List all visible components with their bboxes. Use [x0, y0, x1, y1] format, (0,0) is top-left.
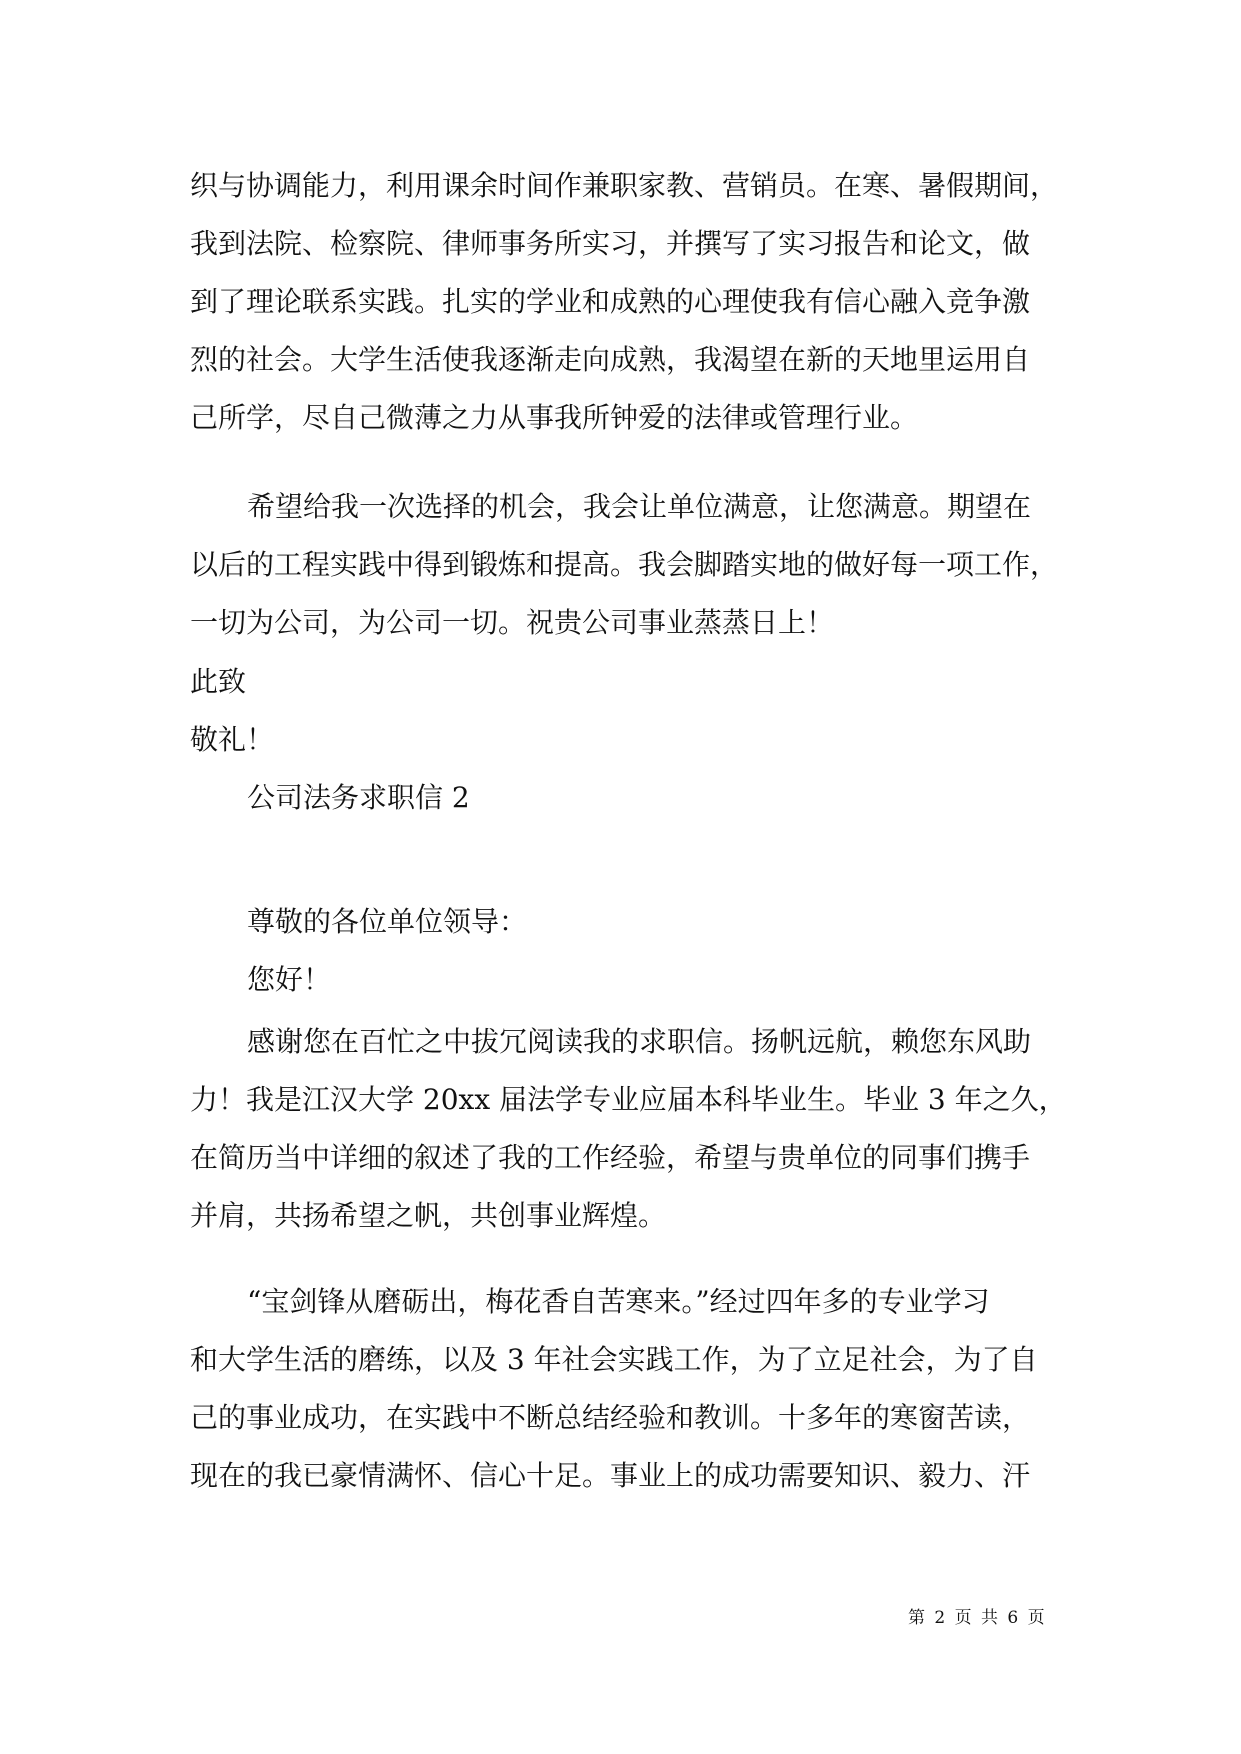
paragraph-line: 力！我是江汉大学 20xx 届法学专业应届本科毕业生。毕业 3 年之久，: [190, 1083, 1067, 1116]
paragraph-line: 织与协调能力，利用课余时间作兼职家教、营销员。在寒、暑假期间，: [190, 169, 1059, 202]
closing-salutation: 敬礼！: [190, 723, 275, 756]
paragraph-line: 到了理论联系实践。扎实的学业和成熟的心理使我有信心融入竞争激: [190, 285, 1031, 318]
paragraph-line: “宝剑锋从磨砺出，梅花香自苦寒来。”经过四年多的专业学习: [247, 1285, 990, 1318]
paragraph-line: 我到法院、检察院、律师事务所实习，并撰写了实习报告和论文，做: [190, 227, 1031, 260]
paragraph-line: 并肩，共扬希望之帆，共创事业辉煌。: [190, 1199, 667, 1232]
paragraph-line: 希望给我一次选择的机会，我会让单位满意，让您满意。期望在: [247, 490, 1032, 523]
page-number: 第 2 页 共 6 页: [908, 1608, 1047, 1628]
greeting-line: 您好！: [247, 963, 332, 996]
paragraph-line: 在简历当中详细的叙述了我的工作经验，希望与贵单位的同事们携手: [190, 1141, 1031, 1174]
paragraph-line: 己的事业成功，在实践中不断总结经验和教训。十多年的寒窗苦读，: [190, 1401, 1031, 1434]
greeting-line: 尊敬的各位单位领导：: [247, 905, 528, 938]
paragraph-line: 一切为公司，为公司一切。祝贵公司事业蒸蒸日上！: [190, 606, 835, 639]
closing-line: 此致: [190, 665, 247, 698]
section-heading: 公司法务求职信 2: [247, 781, 470, 814]
paragraph-line: 和大学生活的磨练，以及 3 年社会实践工作，为了立足社会，为了自: [190, 1343, 1038, 1376]
paragraph-line: 以后的工程实践中得到锻炼和提高。我会脚踏实地的做好每一项工作，: [190, 548, 1059, 581]
paragraph-line: 感谢您在百忙之中拔冗阅读我的求职信。扬帆远航，赖您东风助: [247, 1025, 1032, 1058]
paragraph-line: 烈的社会。大学生活使我逐渐走向成熟，我渴望在新的天地里运用自: [190, 343, 1031, 376]
paragraph-line: 现在的我已豪情满怀、信心十足。事业上的成功需要知识、毅力、汗: [190, 1459, 1031, 1492]
paragraph-line: 己所学，尽自己微薄之力从事我所钟爱的法律或管理行业。: [190, 401, 919, 434]
